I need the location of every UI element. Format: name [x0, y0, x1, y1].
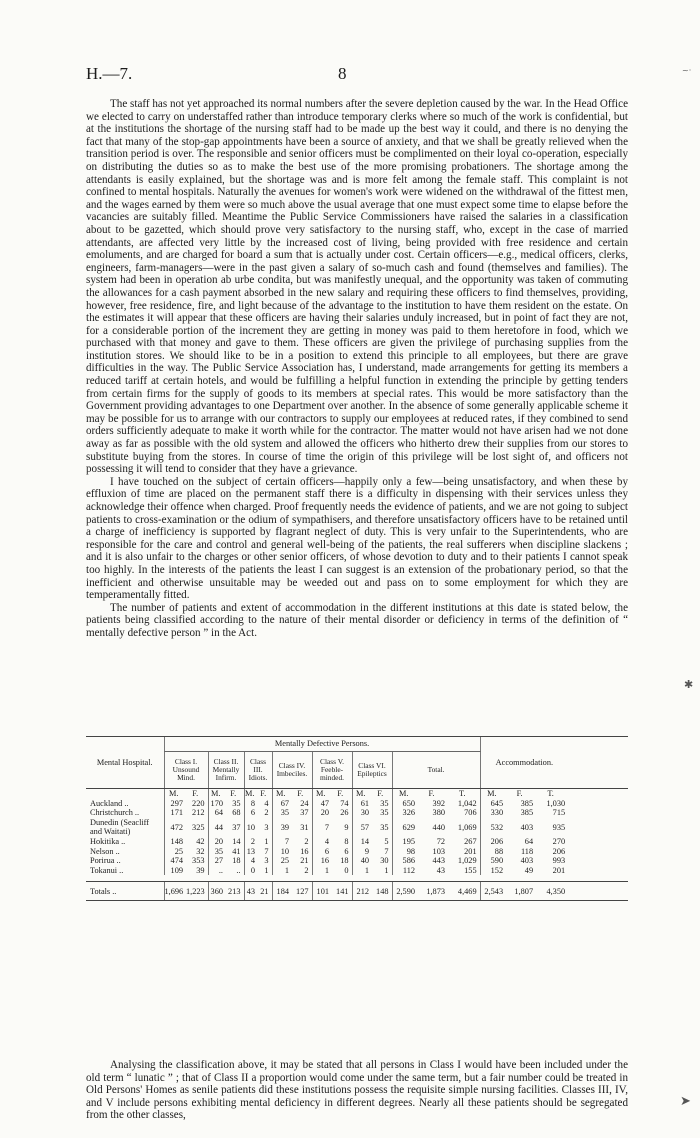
paragraph-classification-analysis: Analysing the classification above, it may be stated that all persons in Class I would have been included under the old term “ lunatic ” ; that of Class II a proportion would come under the same term, but a fair number could be treated in Old Persons' Homes as senile patients did these institutions possess the requisite simple nursing facilities. Classes III, IV, and V include persons exhibiting mental deficiency in different degrees. Nearly all these patients should be segregated from the other classes,	[86, 1059, 628, 1122]
table-cell: 629	[392, 818, 418, 837]
table-cell: 35	[380, 808, 389, 818]
table-cell: 67	[272, 799, 292, 809]
table-cell: 127	[292, 882, 312, 901]
table-cell: 44	[208, 818, 226, 837]
table-cell: 72	[436, 836, 445, 846]
table-cell: 1,042	[457, 798, 477, 808]
table-cell: 10	[272, 847, 292, 857]
table-cell: 1,030	[546, 798, 566, 808]
table-cell: 1,696	[164, 882, 186, 901]
table-row	[86, 818, 628, 837]
table-cell: 74	[340, 798, 349, 808]
table-cell: 14	[352, 837, 372, 847]
table-cell: 3	[264, 822, 269, 832]
paragraph-staffing: The staff has not yet approached its normal numbers after the severe depletion caused by the war. In the Head Office we elected to carry on understaffed rather than introduce temporary clerks where so much of the work is confidential, but at the institutions the shortage of the nursing staff had to be made up the best way it could, and there is no denying the fact that many of the stop-gap appointments have been a source of anxiety, and that we shall be greatly relieved when the transition period is over. The responsible and senior officers must be complimented on their loyal co-operation, especially on distributing the duties so as to make the best use of the more promising probationers. The shortage among the attendants is easily explained, but the shortage was and is more felt among the female staff. This complaint is not confined to mental hospitals. Naturally the avenues for women's work were widened on the withdrawal of the fittest men, and the wages earned by them were so much above the usual average that one must expect some time to elapse before the vacancies are suitably filled. Meantime the Public Service Commissioners have raised the salaries in a classification about to be gazetted, which should prove very satisfactory to the nursing staff, who, except in the case of married attendants, are affected very little by the increased cost of living, being provided with free residence and certain emoluments, and are charged for board a sum that is actually under cost. Certain officers—e.g., medical officers, clerks, engineers, farm-managers—were in the past given a salary of so-much cash and found (themselves and families). The system had been in operation ab urbe condita, but was manifestly unequal, and the opportunity was taken of commuting the allowances for a cash payment absorbed in the new salary and requiring these officers to find themselves, providing, however, free residence, fire, and light because of the advantage to the institution to have them resident on the estate. On the estimates it will appear that these officers are having their salaries unduly increased, but in point of fact they are not, for a considerable portion of the increment they are getting in money was paid to them heretofore in food, which we purchased with that money and gave to them. These officers are given the privilege of purchasing supplies from the institution stores. We should like to be in a position to extend this principle to all employees, but there are grave difficulties in the way. The Public Service Association has, I understand, made arrangements for getting its members a reduced tariff at certain hotels, and would be fulfilling a helpful function in extending the principle by getting tenders from certain firms for the supply of goods to its members at special rates. This would be more satisfactory than the Government providing advantages to one Department over another. In the absence of some generally applicable scheme it may be possible for us to arrange with our contractors to supply our employees at reduced rates, if they combined to send orders sufficiently adequate to make it worth while for the contractor. The matter would not have arisen had we not done away as far as possible with the old system and allowed the officers who hitherto drew their supplies from our stores to substitute buying from the stores. In course of time the origin of this privilege will be lost sight of, and officers not possessing it will tend to consider that they have a grievance.	[86, 98, 628, 476]
table-cell: 270	[552, 836, 566, 846]
table-row	[86, 856, 628, 866]
report-text	[86, 98, 628, 640]
table-cell: 118	[520, 846, 534, 856]
table-cell: 20	[208, 837, 226, 847]
table-cell: 64	[524, 836, 534, 846]
table-cell: 57	[352, 818, 372, 837]
table-cell: 706	[464, 808, 477, 818]
table-cell: 184	[272, 882, 292, 901]
table-cell: ..	[236, 865, 241, 875]
table-cell: 532	[480, 818, 506, 837]
table-cell: 9	[352, 847, 372, 857]
table-cell: 37	[300, 808, 309, 818]
class-6-header: Class VI. Epileptics	[352, 752, 392, 789]
table-cell: 212	[352, 882, 372, 901]
table-cell: 35	[380, 798, 389, 808]
table-cell: 1	[264, 836, 269, 846]
table-cell: 7	[312, 818, 332, 837]
table-cell: 330	[480, 808, 506, 818]
table-cell: 1	[264, 865, 269, 875]
sex-header-row: M. F. M. F. M. F. M. F. M. F. M. F. M. F. T. M. F. T.	[86, 789, 628, 799]
totals-row	[86, 882, 628, 901]
table-cell: 5	[384, 836, 389, 846]
table-cell: 152	[480, 866, 506, 876]
table-cell: 326	[392, 808, 418, 818]
table-cell: 88	[480, 847, 506, 857]
class-4-header: Class IV. Imbeciles.	[272, 752, 312, 789]
table-cell: 715	[552, 808, 566, 818]
table-cell: 4	[312, 837, 332, 847]
table-cell: 440	[432, 822, 445, 832]
table-cell: 21	[258, 882, 272, 901]
table-cell: 26	[340, 808, 349, 818]
table-cell: 43	[436, 865, 445, 875]
table-cell: 472	[164, 818, 186, 837]
table-cell: 109	[164, 866, 186, 876]
table-cell: 101	[312, 882, 332, 901]
table-cell: 212	[192, 808, 205, 818]
table-cell: 171	[164, 808, 186, 818]
table-cell: 148	[164, 837, 186, 847]
table-cell: 24	[300, 798, 309, 808]
table-cell: 195	[392, 837, 418, 847]
margin-binding-mark-icon: ✱	[684, 678, 694, 691]
table-cell: 443	[432, 856, 445, 866]
table-cell: 9	[344, 822, 349, 832]
table-cell: 206	[552, 846, 566, 856]
table-cell: 3	[264, 856, 269, 866]
table-cell: 8	[344, 836, 349, 846]
table-cell: 353	[192, 856, 205, 866]
table-cell: 41	[232, 846, 241, 856]
table-cell: 2	[264, 808, 269, 818]
class-3-header: Class III. Idiots.	[244, 752, 272, 789]
table-cell: 16	[300, 846, 309, 856]
table-cell: 4	[244, 856, 258, 866]
table-cell: 170	[208, 799, 226, 809]
table-cell: 6	[344, 846, 349, 856]
table-cell: 4	[264, 798, 269, 808]
table-cell: 6	[312, 847, 332, 857]
table-cell: 360	[208, 882, 226, 901]
table-cell: 4,469	[448, 882, 480, 901]
class-1-header: Class I. Unsound Mind.	[164, 752, 208, 789]
paragraph-table-intro: The number of patients and extent of accommodation in the different institutions at this date is stated below, the patients being classified according to the nature of their mental disorder or deficiency in terms of the definition of “ mentally defective person ” in the Act.	[86, 601, 628, 639]
table-cell: 1,029	[457, 856, 477, 866]
total-header: Total.	[392, 752, 480, 789]
table-cell: 35	[208, 847, 226, 857]
table-cell: 935	[552, 822, 566, 832]
table-cell: 7	[384, 846, 389, 856]
table-cell: ..	[208, 866, 226, 876]
table-row	[86, 808, 628, 818]
table-cell: 2	[304, 865, 309, 875]
table-cell: 18	[340, 856, 349, 866]
table-cell: 6	[244, 808, 258, 818]
table-cell: 16	[312, 856, 332, 866]
table-cell: 141	[332, 882, 352, 901]
table-cell: 4,350	[536, 882, 568, 901]
table-cell: 7	[264, 846, 269, 856]
table-cell: 403	[520, 822, 534, 832]
table-cell: 148	[372, 882, 392, 901]
col-hospital-header: Mental Hospital.	[86, 737, 164, 789]
table-cell: 1	[384, 865, 389, 875]
table-cell: 37	[232, 822, 241, 832]
blank-header	[568, 737, 628, 789]
table-cell: 49	[524, 865, 534, 875]
class-5-header: Class V. Feeble-minded.	[312, 752, 352, 789]
table-cell: 103	[432, 846, 445, 856]
table-cell: 40	[352, 856, 372, 866]
report-text-continued	[86, 1059, 628, 1122]
table-cell: 43	[244, 882, 258, 901]
paragraph-unsatisfactory-officers: I have touched on the subject of certain officers—happily only a few—being unsatisfactory, and when these by effluxion of time are placed on the permanent staff there is a difficulty in dispensing with their services unless they acknowledge their offence when charged. Proof frequently needs the evidence of patients, and we are not going to subject patients to cross-examination or the odium of sympathisers, and therefore unsatisfactory officers have to be retained until a charge of inefficiency is supported by flagrant neglect of duty. This is very unfair to the Superintendents, who are responsible for the care and control and general well-being of the patients, the real sufferers when discipline slackens ; and it is also unfair to the charges or other senior officers, of whose devotion to duty and to their patients I cannot speak too highly. In the interests of the patients the least I can suggest is an extension of the probationary period, so that the inefficient and otherwise unsuitable may be weeded out and pass on to some employment for which they are temperamentally fitted.	[86, 475, 628, 602]
table-cell: 0	[344, 865, 349, 875]
table-cell: 297	[164, 799, 186, 809]
table-cell: 1	[312, 866, 332, 876]
table-cell: 35	[380, 822, 389, 832]
table-cell: 0	[244, 866, 258, 876]
hospital-name: Auckland ..	[90, 798, 129, 808]
table-cell: 220	[192, 798, 205, 808]
table-cell: 31	[300, 822, 309, 832]
table-cell: 98	[392, 847, 418, 857]
table-cell: 645	[480, 799, 506, 809]
table-cell: 201	[552, 865, 566, 875]
table-cell: 42	[196, 836, 205, 846]
table-cell: 1,873	[418, 882, 448, 901]
table-cell: 590	[480, 856, 506, 866]
table-cell: 30	[352, 808, 372, 818]
table-cell: 267	[464, 836, 477, 846]
table-cell: 8	[244, 799, 258, 809]
group-title: Mentally Defective Persons.	[164, 737, 480, 752]
table-cell: 68	[232, 808, 241, 818]
table-cell: 13	[244, 847, 258, 857]
table-cell: 35	[272, 808, 292, 818]
table-cell: 32	[196, 846, 205, 856]
table-cell: 39	[196, 865, 205, 875]
table-cell: 385	[520, 798, 534, 808]
margin-mark-icon: ~·	[682, 66, 692, 75]
table-cell: 14	[232, 836, 241, 846]
table-cell: 1,223	[186, 882, 208, 901]
table-cell: 392	[432, 798, 445, 808]
table-cell: 30	[380, 856, 389, 866]
patients-table	[86, 736, 628, 901]
table-cell: 2	[304, 836, 309, 846]
hospital-name: Porirua ..	[90, 856, 121, 866]
table-cell: 385	[520, 808, 534, 818]
table-cell: 10	[244, 818, 258, 837]
table-cell: 1,069	[457, 822, 477, 832]
table-cell: 35	[232, 798, 241, 808]
table-cell: 64	[208, 808, 226, 818]
table-cell: 1	[272, 866, 292, 876]
table-cell: 2,590	[392, 882, 418, 901]
table-cell: 2	[244, 837, 258, 847]
table-cell: 39	[272, 818, 292, 837]
table-cell: 993	[552, 856, 566, 866]
table-cell: 25	[272, 856, 292, 866]
hospital-name: Hokitika ..	[90, 836, 126, 846]
page-header	[86, 64, 626, 88]
table-cell: 474	[164, 856, 186, 866]
hospital-name: Totals ..	[86, 882, 164, 901]
table-cell: 112	[392, 866, 418, 876]
table-row	[86, 866, 628, 876]
table-cell: 47	[312, 799, 332, 809]
table-cell: 1	[352, 866, 372, 876]
table-cell: 21	[300, 856, 309, 866]
table-cell: 7	[272, 837, 292, 847]
table-cell: 403	[520, 856, 534, 866]
table-cell: 206	[480, 837, 506, 847]
table-cell: 155	[464, 865, 477, 875]
class-2-header: Class II. Mentally Infirm.	[208, 752, 244, 789]
table-row	[86, 837, 628, 847]
table-cell: 27	[208, 856, 226, 866]
margin-arrow-mark-icon: ➤	[680, 1094, 691, 1109]
table-cell: 586	[392, 856, 418, 866]
page-number: 8	[338, 64, 347, 83]
table-cell: 61	[352, 799, 372, 809]
table-cell: 2,543	[480, 882, 506, 901]
hospital-name: Christchurch ..	[90, 808, 140, 818]
table-cell: 25	[164, 847, 186, 857]
hospital-name: Tokanui ..	[90, 865, 124, 875]
table-cell: 20	[312, 808, 332, 818]
table-cell: 1,807	[506, 882, 536, 901]
accommodation-header: Accommodation.	[480, 737, 568, 789]
table-row	[86, 847, 628, 857]
hospital-name: Dunedin (Seacliff and Waitati)	[90, 817, 150, 837]
table-cell: 650	[392, 799, 418, 809]
table-cell: 380	[432, 808, 445, 818]
table-cell: 213	[226, 882, 244, 901]
table-cell: 18	[232, 856, 241, 866]
table-cell: 325	[192, 822, 205, 832]
table-cell: 201	[464, 846, 477, 856]
report-reference: H.—7.	[86, 64, 133, 83]
table-row	[86, 799, 628, 809]
hospital-name: Nelson ..	[90, 846, 120, 856]
